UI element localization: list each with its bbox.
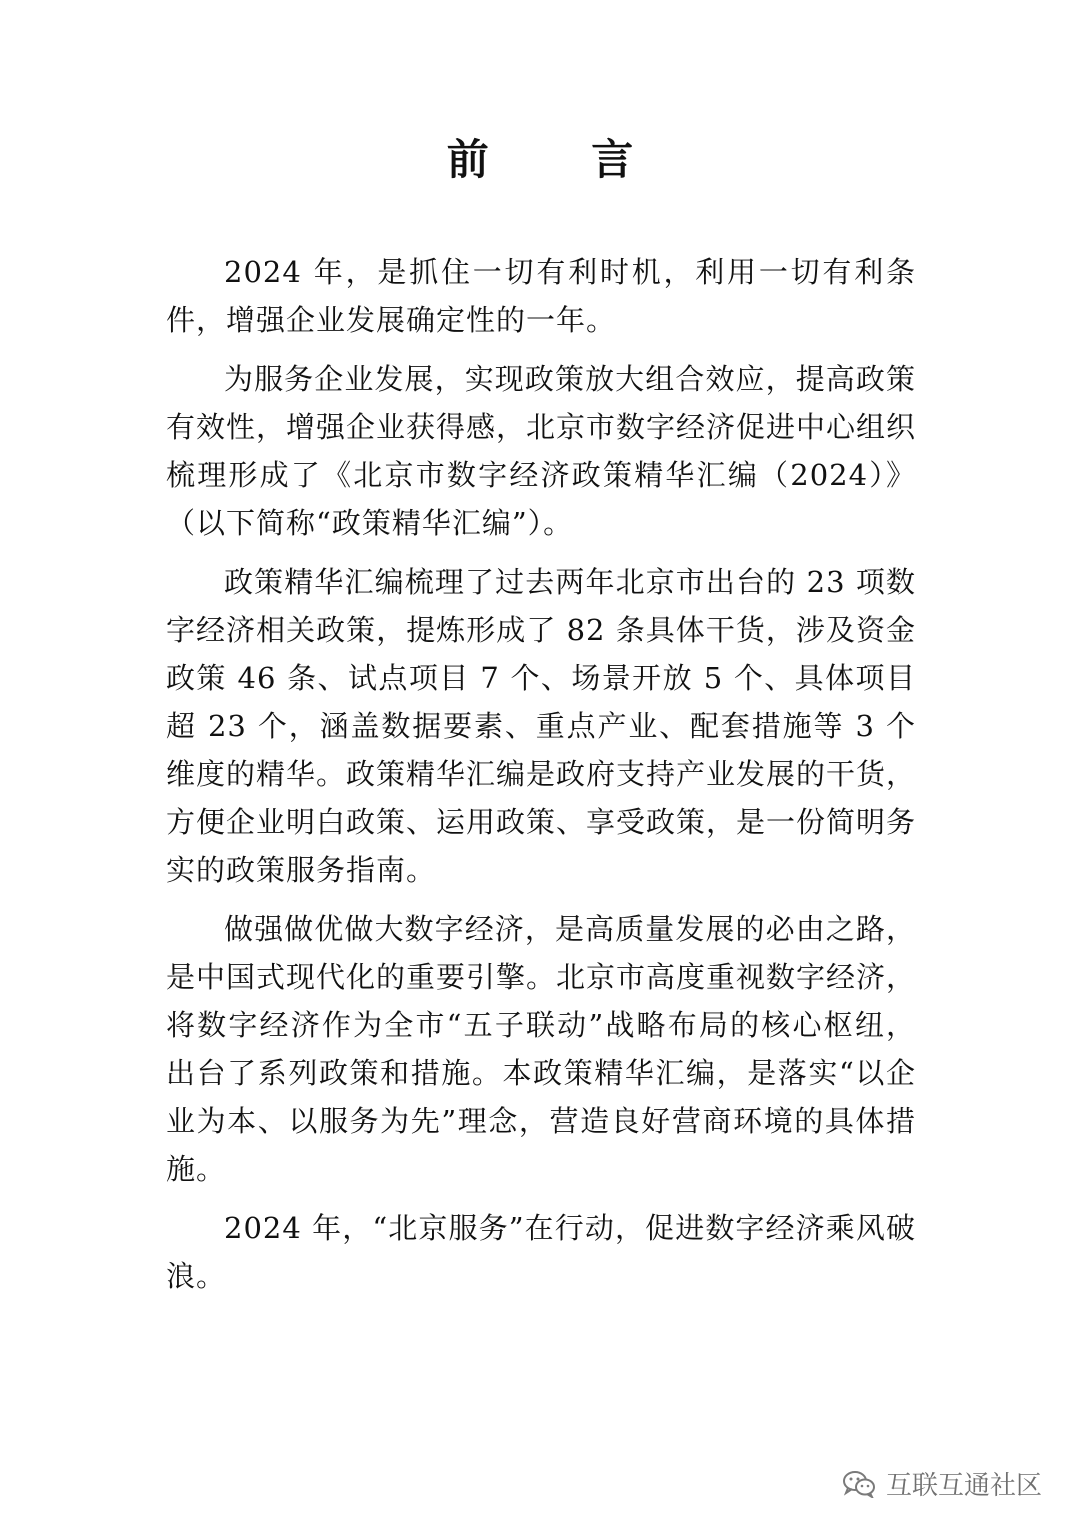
paragraph-1: 2024 年，是抓住一切有利时机，利用一切有利条件，增强企业发展确定性的一年。 [166,255,916,337]
paragraph-4: 做强做优做大数字经济，是高质量发展的必由之路，是中国式现代化的重要引擎。北京市高度重视数字经济，将数字经济作为全市“五子联动”战略布局的核心枢纽，出台了系列政策和措施。本政策精华汇编，是落实“以企业为本、以服务为先”理念，营造良好营商环境的具体措施。 [166,912,917,1186]
page-title: 前 言 [446,135,678,184]
watermark [842,1465,1042,1502]
paragraph-2: 为服务企业发展，实现政策放大组合效应，提高政策有效性，增强企业获得感，北京市数字经济促进中心组织梳理形成了《北京市数字经济政策精华汇编（2024）》（以下简称“政策精华汇编”）。 [166,362,917,540]
paragraph-3: 政策精华汇编梳理了过去两年北京市出台的 23 项数字经济相关政策，提炼形成了 82 条具体干货，涉及资金政策 46 条、试点项目 7 个、场景开放 5 个、具体项目超 23 个，涵盖数据要素、重点产业、配套措施等 3 个维度的精华。政策精华汇编是政府支持产业发展的干货，方便企业明白政策、运用政策、享受政策，是一份简明务实的政策服务指南。 [166,565,917,887]
paragraph-5: 2024 年，“北京服务”在行动，促进数字经济乘风破浪。 [166,1211,916,1293]
watermark-text: 互联互通社区 [885,1471,1042,1501]
wechat-icon [842,1470,876,1498]
body-text [166,248,916,1311]
